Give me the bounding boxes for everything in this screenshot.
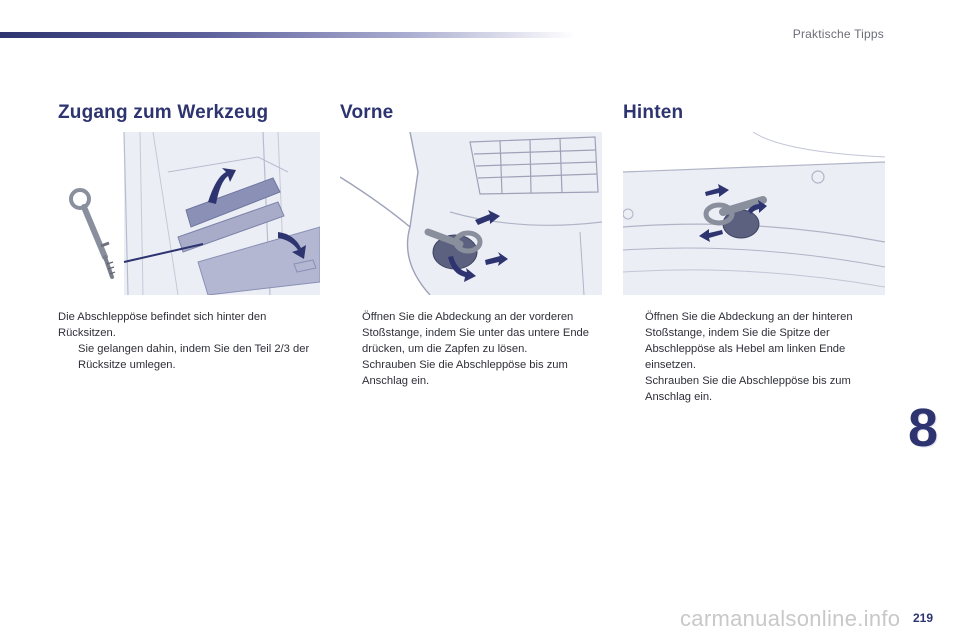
list-item [340, 309, 602, 357]
bullet-list [623, 309, 885, 405]
chapter-number: 8 [907, 398, 939, 458]
column-title: Vorne [340, 102, 394, 123]
section-label: Praktische Tipps [792, 27, 884, 41]
column-text [623, 309, 885, 405]
column-text [340, 309, 602, 389]
list-item-text: Schrauben Sie die Abschleppöse bis zum Anschlag ein. [645, 375, 851, 403]
list-item [623, 373, 885, 405]
list-item-text: Öffnen Sie die Abdeckung an der hinteren Stoßstange, indem Sie die Spitze der Abschleppöse als Hebel am linken Ende einsetzen. [645, 311, 853, 371]
bullet-list [58, 341, 320, 373]
column-text [58, 309, 320, 373]
bullet-list [340, 309, 602, 389]
column-access-tool [58, 100, 320, 373]
list-item-text: Öffnen Sie die Abdeckung an der vorderen Stoßstange, indem Sie unter das untere Ende drücken, um die Zapfen zu lösen. [362, 311, 590, 355]
watermark: carmanualsonline.info [680, 606, 901, 631]
list-item [58, 341, 320, 373]
intro-text: Die Abschleppöse befindet sich hinter den Rücksitzen. [58, 311, 267, 339]
list-item [340, 357, 602, 389]
header-gradient-bar [0, 32, 575, 38]
page-number: 219 [913, 611, 934, 625]
column-front [340, 100, 602, 389]
column-title: Hinten [623, 102, 684, 123]
column-rear [623, 100, 885, 405]
illustration-rear-seat [58, 132, 320, 295]
list-item-text: Schrauben Sie die Abschleppöse bis zum Anschlag ein. [362, 359, 568, 387]
list-item-text: Sie gelangen dahin, indem Sie den Teil 2/3 der Rücksitze umlegen. [78, 343, 310, 371]
list-item [623, 309, 885, 373]
illustration-front-bumper [340, 132, 602, 295]
column-title: Zugang zum Werkzeug [58, 102, 269, 123]
illustration-rear-bumper [623, 132, 885, 295]
